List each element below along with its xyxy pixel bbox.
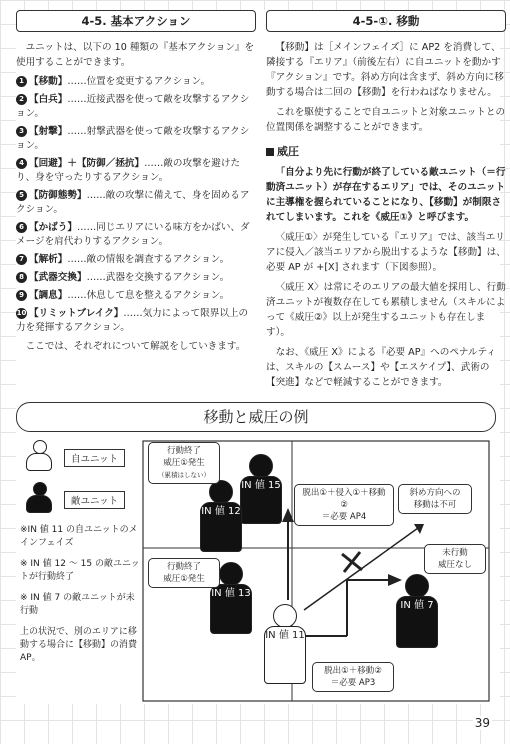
action-item	[16, 271, 256, 285]
number-badge-icon: 3	[16, 126, 27, 137]
white-pawn-icon	[26, 440, 52, 471]
callout-finished-top-line2: 威圧①発生	[163, 458, 205, 468]
self-pawn-11	[264, 604, 306, 684]
action-item	[16, 253, 256, 267]
action-item	[16, 93, 256, 121]
callout-finished-top-line1: 行動終了	[166, 446, 201, 456]
number-badge-icon: 7	[16, 254, 27, 265]
legend-enemy-unit	[20, 482, 140, 514]
legend-note-4: 上の状況で、別のエリアに移動する場合に【移動】の消費 AP。	[20, 627, 138, 663]
diagram-legend	[20, 440, 140, 673]
section-heading-basic-actions: 4-5. 基本アクション	[16, 10, 256, 32]
callout-down-cost-line2: ＝必要 AP3	[330, 678, 376, 688]
intro-text: ユニットは、以下の 10 種類の『基本アクション』を使用することができます。	[16, 42, 255, 68]
action-description: ……同じエリアにいる味方をかばい、ダメージを肩代わりするアクション。	[16, 222, 250, 247]
action-name: 【調息】	[29, 290, 68, 301]
action-description: ……気力によって限界以上の力を発揮するアクション。	[16, 308, 249, 333]
action-item	[16, 289, 256, 303]
action-description: ……休息して息を整えるアクション。	[67, 290, 230, 301]
callout-finished-top-line3: （累積はしない）	[158, 471, 210, 479]
callout-finished-top	[148, 442, 220, 484]
legend-note-2: ※ IN 値 12 〜 15 の敵ユニットが行動終了	[20, 559, 140, 582]
number-badge-icon: 5	[16, 190, 27, 201]
right-column	[266, 10, 506, 395]
intimidation-paragraph-1: 「自分より先に行動が終了している敵ユニット（＝行動済ユニット）が存在するエリア」では、そのユニットに主導権を握られていることになり、【移動】が制限されてしまいます。これを《威圧①》と呼びます。	[266, 167, 506, 223]
action-description: ……敵の攻撃に備えて、身を固めるアクション。	[16, 190, 250, 215]
movement-paragraph-1: 【移動】は［メインフェイズ］に AP2 を消費して、隣接する『エリア』（前後左右）に自ユニットを動かす『アクション』です。斜め方向は含まず、斜め方向に移動する場合は二回の【移動】を行わねばなりません。	[266, 42, 504, 98]
callout-diagonal-line2: 移動は不可	[413, 500, 457, 510]
subheading-intimidation	[266, 143, 506, 159]
legend-enemy-label: 敵ユニット	[64, 491, 125, 509]
action-item	[16, 307, 256, 335]
number-badge-icon: 1	[16, 76, 27, 87]
action-name: 【武器交換】	[29, 272, 87, 283]
movement-diagram	[142, 440, 490, 702]
action-description: ……武器を交換するアクション。	[86, 272, 230, 283]
callout-not-acted-line2: 威圧なし	[437, 560, 472, 570]
intimidation-paragraph-4: なお、《威圧 X》による『必要 AP』へのペナルティは、スキルの【スムース】や【エスケイプ】、武術の【突進】などで軽減することができます。	[266, 347, 497, 388]
action-name: 【解析】	[29, 254, 68, 265]
action-name: 【リミットブレイク】	[29, 308, 124, 319]
action-name: 【白兵】	[29, 94, 68, 105]
pawn-13-label: IN 値 13	[211, 588, 251, 599]
action-description: ……位置を変更するアクション。	[67, 76, 211, 87]
intimidation-paragraph-3: 〈威圧 X〉は常にそのエリアの最大値を採用し、行動済ユニットが複数存在しても累積しません（スキルによって《威圧②》以上が発生するユニットも存在します）。	[266, 282, 506, 338]
action-item	[16, 157, 256, 185]
action-item	[16, 189, 256, 217]
pawn-12-label: IN 値 12	[201, 506, 241, 517]
diagram-title: 移動と威圧の例	[16, 402, 496, 432]
callout-up-cost-line1: 脱出①＋侵入①＋移動②	[302, 488, 386, 510]
action-item	[16, 221, 256, 249]
callout-down-cost-line1: 脱出①＋移動②	[324, 666, 382, 676]
number-badge-icon: 4	[16, 158, 27, 169]
action-item	[16, 75, 256, 89]
legend-note-3: ※ IN 値 7 の敵ユニットが未行動	[20, 593, 135, 616]
left-column	[16, 10, 256, 359]
action-description: ……敵の攻撃を避けたり、身を守ったりするアクション。	[16, 158, 241, 183]
callout-finished-mid-line1: 行動終了	[166, 562, 201, 572]
number-badge-icon: 10	[16, 308, 27, 317]
number-badge-icon: 9	[16, 290, 27, 301]
black-pawn-icon	[26, 482, 52, 513]
legend-self-label: 自ユニット	[64, 449, 125, 467]
intimidation-paragraph-2: 〈威圧①〉が発生している『エリア』では、該当エリアに侵入／該当エリアから脱出するような【移動】は、必要 AP が +[X] されます（下図参照）。	[266, 232, 506, 273]
action-description: ……敵の情報を調査するアクション。	[67, 254, 230, 265]
number-badge-icon: 6	[16, 222, 27, 233]
legend-note-1: ※IN 値 11 の自ユニットのメインフェイズ	[20, 525, 138, 548]
section-heading-movement: 4-5-①. 移動	[266, 10, 506, 32]
pawn-7-label: IN 値 7	[400, 600, 434, 611]
action-list	[16, 75, 256, 335]
movement-paragraph-2: これを駆使することで自ユニットと対象ユニットとの位置関係を調整することができます。	[266, 107, 506, 133]
page-number: 39	[474, 716, 490, 730]
subheading-text: 威圧	[277, 145, 299, 158]
square-bullet-icon	[266, 148, 274, 156]
callout-up-cost-line2: ＝必要 AP4	[321, 512, 367, 522]
number-badge-icon: 8	[16, 272, 27, 283]
callout-not-acted-line1: 未行動	[442, 548, 468, 558]
action-item	[16, 125, 256, 153]
action-description: ……近接武器を使って敵を攻撃するアクション。	[16, 94, 250, 119]
action-name: 【防御態勢】	[29, 190, 87, 201]
callout-up-cost	[294, 484, 394, 526]
number-badge-icon: 2	[16, 94, 27, 105]
action-name: 【射撃】	[29, 126, 68, 137]
callout-finished-mid-line2: 威圧①発生	[163, 574, 205, 584]
callout-finished-mid	[148, 558, 220, 588]
action-name: 【回避】＋【防御／拯抗】	[29, 158, 145, 169]
callout-down-cost	[312, 662, 394, 692]
outro-text: ここでは、それぞれについて解説をしていきます。	[25, 341, 246, 352]
action-description: ……射撃武器を使って敵を攻撃するアクション。	[16, 126, 250, 151]
action-name: 【かばう】	[29, 222, 77, 233]
action-name: 【移動】	[29, 76, 68, 87]
callout-diagonal-not-allowed	[398, 484, 472, 514]
callout-diagonal-line1: 斜め方向への	[409, 488, 461, 498]
callout-not-acted	[424, 544, 486, 574]
legend-self-unit	[20, 440, 140, 472]
pawn-15-label: IN 値 15	[241, 480, 281, 491]
pawn-11-label: IN 値 11	[265, 630, 305, 641]
